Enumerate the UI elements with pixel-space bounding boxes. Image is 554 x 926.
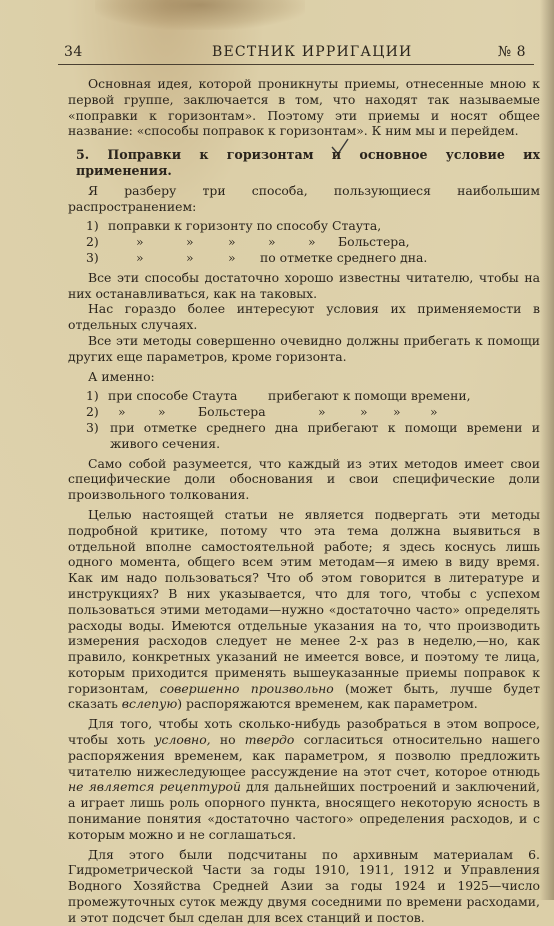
issue-number: № 8	[497, 44, 526, 60]
method-1: 1) поправки к горизонту по способу Стаута,	[86, 218, 382, 234]
paragraph-8: Для этого были подсчитаны по архивным материалам 6. Гидрометрической Части за годы 1910, 1911, 1912 и Управления Водного Хозяйства Средней Азии за годы 1924 и 1925—число промежуточных суток между двумя соседними по времени расходами, и этот подсчет был сделан для всех станций и постов.	[68, 846, 540, 925]
method-2: 2) » » » » » Больстера,	[86, 234, 410, 250]
namely-label: А именно:	[88, 368, 155, 384]
page-edge-shadow	[540, 0, 554, 900]
journal-title: ВЕСТНИК ИРРИГАЦИИ	[212, 44, 413, 60]
paragraph-7: Для того, чтобы хоть сколько-нибудь разобраться в этом вопросе, чтобы хоть условно, но твердо согласиться относительно нашего распоряжения временем, как параметром, я позволю предложить читателю нижеследующее рассуждение на этот счет, которое отнюдь не является рецептурой для дальнейших построений и заключений, а играет лишь роль опорного пункта, вносящего некоторую ясность в понимание понятия «достаточно частого» определения расходов, и с которым можно и не соглашаться.	[68, 716, 540, 842]
stain-decoration	[95, 0, 305, 30]
param-3: 3) при отметке среднего дна прибегают к помощи времени и живого сечения.	[86, 419, 540, 451]
paragraph-6: Целью настоящей статьи не является подвергать эти методы подробной критике, потому что эта тема должна выявиться в отдельной вполне самостоятельной работе; я здесь коснусь лишь одного момента, общего всем этим методам—я имею в виду время. Как им надо пользоваться? Что об этом говорится в литературе и инструкциях? В них указывается, что для того, чтобы с успехом пользоваться этими методами—нужно «достаточно часто» определять расходы воды. Имеются отдельные указания на то, что производить измерения расходов следует не менее 2-х раз в неделю,—но, как правило, конкретных указаний не имеется вовсе, и поэтому те лица, которым приходится применять вышеуказанные приемы поправок к горизонтам, совершенно произвольно (может быть, лучше будет сказать вслепую) распоряжаются временем, как параметром.	[68, 506, 540, 712]
running-header	[62, 44, 532, 64]
section-heading: 5. Поправки к горизонтам и основное условие их применения.	[76, 147, 540, 178]
article-body	[68, 76, 540, 926]
paragraph-3: Нас гораздо более интересуют условия их применяемости в отдельных случаях.	[68, 301, 540, 333]
method-3: 3) » » » по отметке среднего дна.	[86, 249, 428, 265]
page-number: 34	[64, 44, 83, 60]
paragraph-2: Все эти способы достаточно хорошо известны читателю, чтобы на них останавливаться, как на таковых.	[68, 269, 540, 301]
param-1: 1) при способе Стаута прибегают к помощи времени,	[86, 388, 471, 404]
param-2: 2) » » Больстера » » » »	[86, 404, 438, 420]
paragraph-5: Само собой разумеется, что каждый из этих методов имеет свои специфические доли обоснования и свои специфические доли произвольного толкования.	[68, 455, 540, 503]
paragraph-1: Я разберу три способа, пользующиеся наибольшим распространением:	[68, 182, 540, 214]
intro-paragraph: Основная идея, которой проникнуты приемы, отнесенные мною к первой группе, заключается в том, что находят так называемые «поправки к горизонтам». Поэтому эти приемы и носят общее название: «способы поправок к горизонтам». К ним мы и перейдем.	[68, 76, 540, 139]
header-rule	[58, 64, 534, 65]
paragraph-4: Все эти методы совершенно очевидно должны прибегать к помощи других еще параметров, кроме горизонта.	[68, 332, 540, 364]
